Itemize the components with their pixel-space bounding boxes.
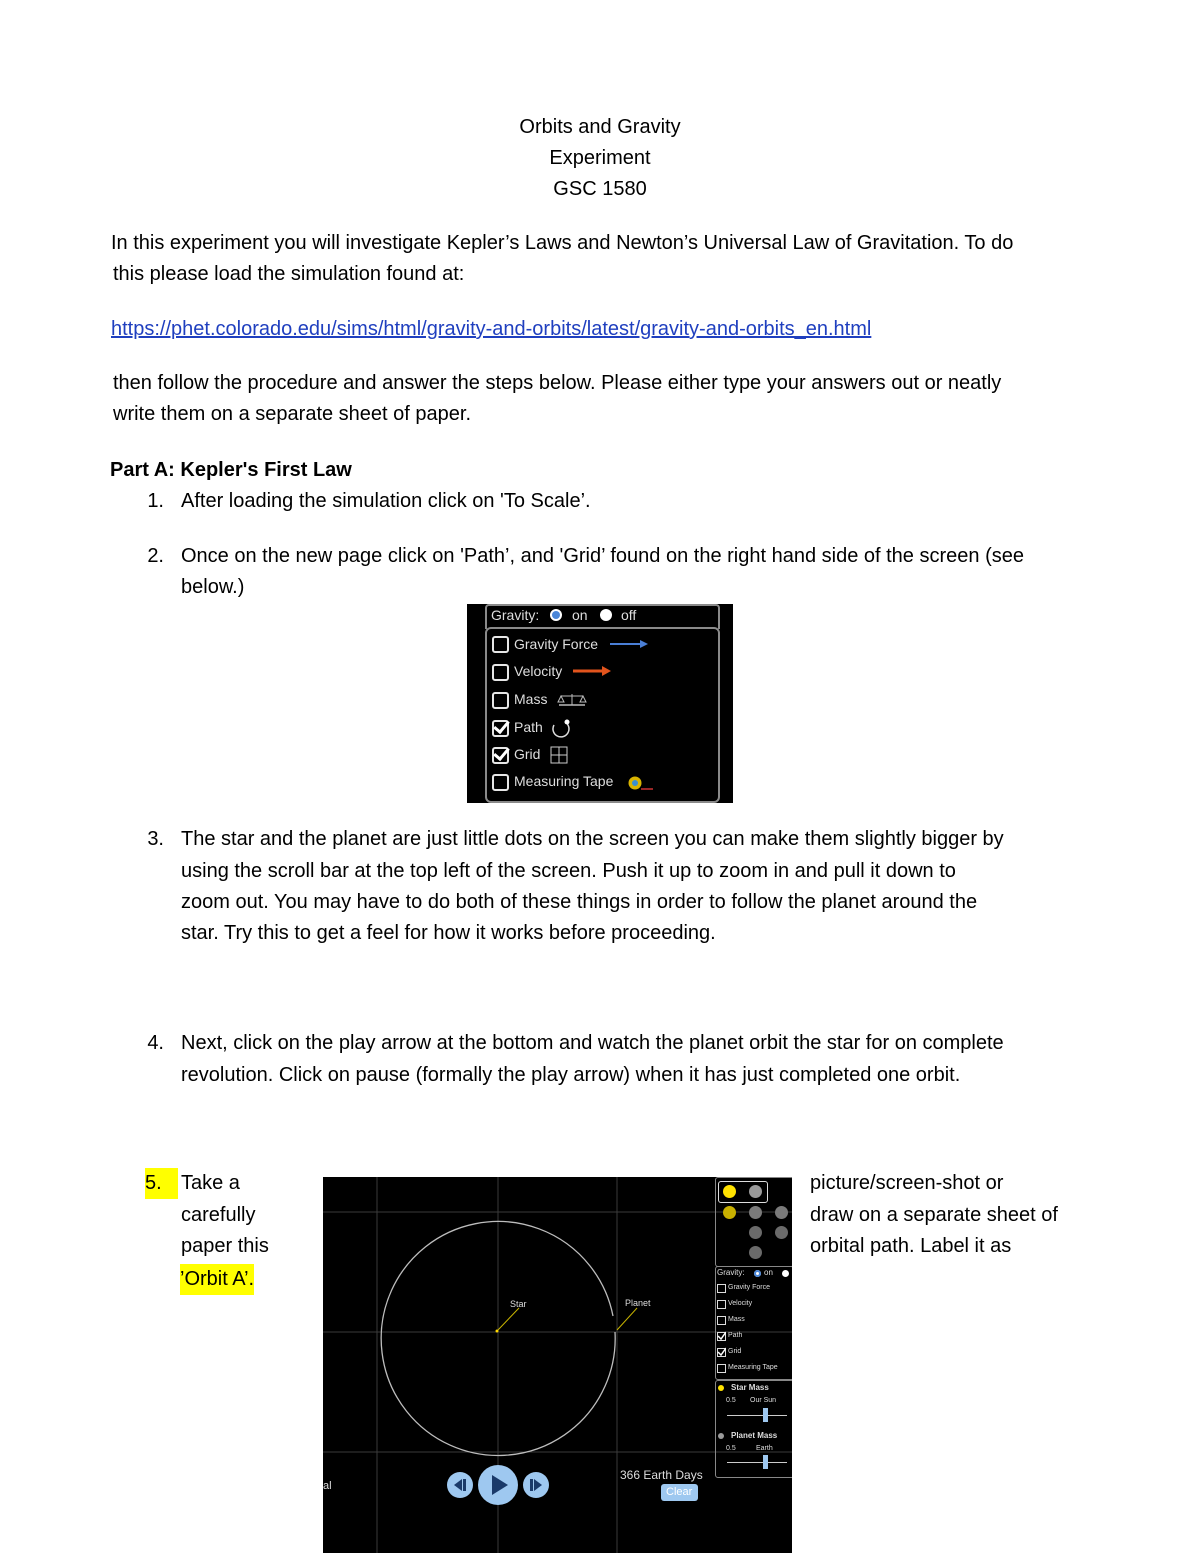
moon-option-3[interactable] (775, 1206, 788, 1219)
moon-option-1[interactable] (749, 1185, 762, 1198)
star-mass-dot (718, 1385, 724, 1391)
gravity-panel-screenshot (467, 604, 733, 803)
mini-option-label: Grid (728, 1348, 742, 1355)
clear-button[interactable]: Clear (661, 1484, 698, 1501)
after-line-2: write them on a separate sheet of paper. (113, 403, 471, 425)
gravity-force-checkbox[interactable] (492, 636, 509, 653)
body-selector (715, 1177, 792, 1267)
step-5-right-line-1: picture/screen-shot or (810, 1172, 1004, 1194)
after-line-1: then follow the procedure and answer the steps below. Please either type your answers out or neatly (113, 372, 1002, 394)
play-icon (478, 1465, 518, 1505)
gravity-force-label: Gravity Force (514, 636, 599, 652)
step-forward-button[interactable] (523, 1472, 549, 1498)
orbit-a-label: ’Orbit A’. (180, 1264, 254, 1295)
star-mass-mid: Our Sun (750, 1397, 777, 1404)
play-button[interactable] (478, 1465, 518, 1505)
step-3-line-1: The star and the planet are just little dots on the screen you can make them slightly bigger by (181, 828, 1004, 850)
moon-option-6[interactable] (749, 1246, 762, 1259)
moon-option-4[interactable] (749, 1226, 762, 1239)
planet-mass-min: 0.5 (726, 1445, 736, 1452)
step-4-number: 4. (147, 1032, 164, 1054)
step-back-button[interactable] (447, 1472, 473, 1498)
measuring-tape-checkbox[interactable] (492, 774, 509, 791)
grid-icon (550, 746, 568, 764)
tape-icon (627, 775, 655, 791)
step-3-number: 3. (147, 828, 164, 850)
blue-arrow-icon (610, 639, 648, 649)
mass-label: Mass (514, 691, 548, 707)
mini-gravity-on-label: on (764, 1268, 773, 1277)
step-4-line-2: revolution. Click on pause (formally the play arrow) when it has just completed one orbit. (181, 1064, 961, 1086)
gravity-on-label: on (572, 607, 588, 623)
step-5-number: 5. (145, 1168, 178, 1199)
planet-mass-mid: Earth (756, 1445, 773, 1452)
gravity-label: Gravity: (491, 607, 540, 623)
doc-title: Orbits and Gravity (519, 116, 681, 138)
part-a-heading: Part A: Kepler's First Law (110, 459, 352, 481)
simulation-screenshot (323, 1177, 792, 1553)
mini-option-label: Gravity Force (728, 1284, 771, 1291)
moon-option-2[interactable] (749, 1206, 762, 1219)
grid-checkbox[interactable] (492, 747, 509, 764)
step-2-line-2: below.) (181, 576, 245, 598)
step-2-line-1: Once on the new page click on 'Path’, and 'Grid’ found on the right hand side of the screen (see (181, 545, 1024, 567)
step-3-line-4: star. Try this to get a feel for how it works before proceeding. (181, 922, 716, 944)
velocity-checkbox[interactable] (492, 664, 509, 681)
mini-option-label: Mass (728, 1316, 745, 1323)
gravity-off-radio[interactable] (600, 609, 612, 621)
planet-mass-label: Planet Mass (731, 1431, 778, 1440)
path-checkbox[interactable] (492, 720, 509, 737)
velocity-label: Velocity (514, 663, 563, 679)
star-mass-thumb[interactable] (763, 1408, 768, 1422)
mini-gravity-on-radio[interactable] (754, 1270, 761, 1277)
intro-line-1: In this experiment you will investigate Kepler’s Laws and Newton’s Universal Law of Gravitation. To do (111, 232, 1014, 254)
planet-label: Planet (625, 1298, 651, 1308)
mini-option-label: Velocity (728, 1300, 753, 1307)
mini-option-checkbox[interactable] (717, 1348, 726, 1357)
planet-mass-dot (718, 1433, 724, 1439)
simulation-link[interactable]: https://phet.colorado.edu/sims/html/gravity-and-orbits/latest/gravity-and-orbits_en.html (111, 318, 872, 340)
planet-mass-track (727, 1462, 787, 1463)
path-label: Path (514, 719, 543, 735)
red-arrow-icon (573, 666, 611, 676)
mass-checkbox[interactable] (492, 692, 509, 709)
mini-option-checkbox[interactable] (717, 1364, 726, 1373)
mini-gravity-label: Gravity: (717, 1268, 745, 1277)
star-label: Star (510, 1299, 527, 1309)
mini-option-checkbox[interactable] (717, 1332, 726, 1341)
sun-option-2[interactable] (723, 1206, 736, 1219)
star-mass-track (727, 1415, 787, 1416)
step-1-text: After loading the simulation click on 'To Scale’. (181, 490, 591, 512)
gravity-on-radio[interactable] (550, 609, 562, 621)
step-1-number: 1. (147, 490, 164, 512)
mini-option-checkbox[interactable] (717, 1284, 726, 1293)
step-4-line-1: Next, click on the play arrow at the bottom and watch the planet orbit the star for on complete (181, 1032, 1004, 1054)
moon-option-5[interactable] (775, 1226, 788, 1239)
mini-option-label: Path (728, 1332, 743, 1339)
left-edge-text: al (323, 1480, 332, 1492)
grid-label: Grid (514, 746, 541, 762)
step-5-right-line-3: orbital path. Label it as (810, 1235, 1012, 1257)
planet-mass-thumb[interactable] (763, 1455, 768, 1469)
step-5-left-line-1: Take a (181, 1172, 240, 1194)
mini-option-label: Measuring Tape (728, 1364, 778, 1371)
mass-slider-panel (715, 1380, 792, 1478)
days-readout: 366 Earth Days (620, 1468, 703, 1482)
mini-option-checkbox[interactable] (717, 1316, 726, 1325)
star-mass-min: 0.5 (726, 1397, 736, 1404)
course-code: GSC 1580 (553, 178, 647, 200)
mini-gravity-off-radio[interactable] (782, 1270, 789, 1277)
path-icon (551, 718, 573, 738)
gravity-off-label: off (621, 607, 637, 623)
sun-option-1[interactable] (723, 1185, 736, 1198)
doc-subtitle: Experiment (549, 147, 651, 169)
step-5-right-line-2: draw on a separate sheet of (810, 1204, 1058, 1226)
step-back-icon (447, 1472, 473, 1498)
mini-option-checkbox[interactable] (717, 1300, 726, 1309)
step-3-line-2: using the scroll bar at the top left of the screen. Push it up to zoom in and pull it down to (181, 860, 956, 882)
step-5-left-line-2: carefully (181, 1204, 256, 1226)
measuring-tape-label: Measuring Tape (514, 773, 614, 789)
intro-line-2: this please load the simulation found at: (113, 263, 465, 285)
star-mass-label: Star Mass (731, 1383, 769, 1392)
scale-icon (557, 692, 587, 706)
step-forward-icon (523, 1472, 549, 1498)
step-3-line-3: zoom out. You may have to do both of these things in order to follow the planet around the (181, 891, 978, 913)
step-5-left-line-3: paper this (181, 1235, 269, 1257)
step-2-number: 2. (147, 545, 164, 567)
